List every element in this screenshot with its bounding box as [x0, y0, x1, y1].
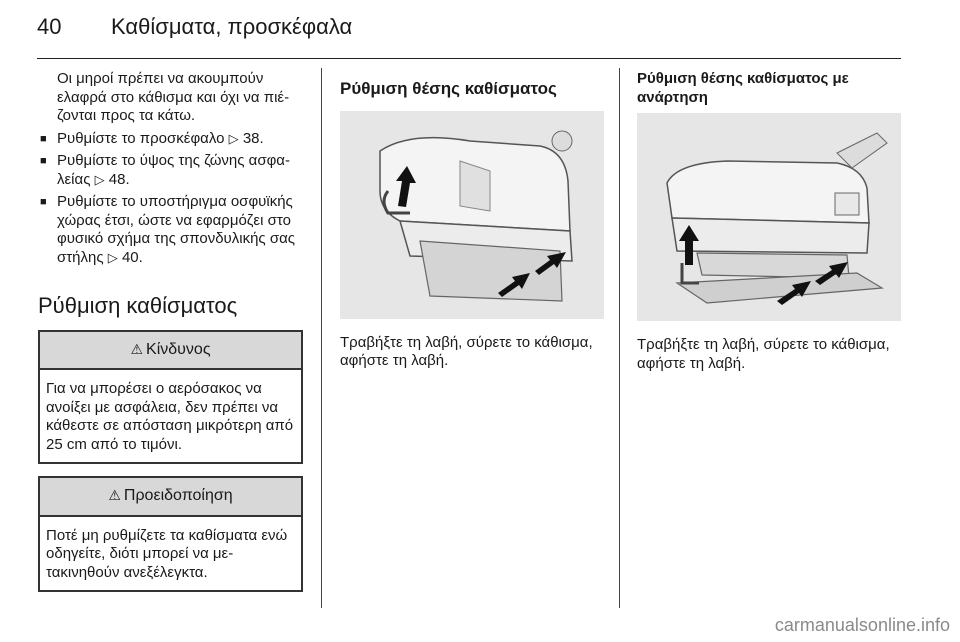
list-item-ref: 48.	[108, 170, 130, 188]
seat-adjust-title: Ρύθμιση θέσης καθίσματος	[340, 79, 557, 98]
danger-title: Κίνδυνος	[146, 340, 211, 358]
list-item	[40, 130, 305, 149]
list-item-text: Ρυθμίστε το προσκέφαλο	[57, 129, 225, 147]
reference-arrow-icon: ▷	[228, 130, 239, 146]
suspension-seat-illustration-svg	[637, 113, 901, 321]
warning-box-header	[40, 478, 301, 517]
list-item-ref: 40.	[121, 248, 143, 266]
page-number: 40	[37, 14, 62, 39]
danger-box-header	[40, 332, 301, 371]
warning-triangle-icon: ⚠	[130, 340, 144, 357]
list-item	[40, 193, 305, 267]
warning-text: Ποτέ μη ρυθμίζετε τα καθίσματα ενώ οδηγείτε, διότι μπορεί να μετακινηθούν ανεξέλεγκτα.	[46, 526, 288, 581]
warning-triangle-icon: ⚠	[108, 487, 121, 503]
reference-arrow-icon: ▷	[94, 171, 105, 187]
header-rule	[37, 58, 901, 59]
reference-arrow-icon: ▷	[107, 249, 118, 265]
warning-box	[38, 476, 303, 592]
column-divider-1	[321, 68, 322, 608]
seat-adjust-caption: Τραβήξτε τη λαβή, σύρετε το κάθισμα, αφήστε τη λαβή.	[340, 333, 593, 369]
list-item	[40, 152, 305, 189]
seat-illustration-svg	[340, 111, 604, 319]
danger-box	[38, 330, 303, 465]
watermark: carmanualsonline.info	[774, 615, 950, 635]
intro-text: Οι μηροί πρέπει να ακουμπούν ελαφρά στο κάθισμα και όχι να πιέζονται προς τα κάτω.	[57, 70, 290, 124]
warning-title: Προειδοποίηση	[123, 487, 233, 504]
list-item-text: Ρυθμίστε το ύψος της ζώνης ασφαλείας	[57, 152, 290, 188]
column-3	[637, 70, 907, 373]
suspension-seat-title: Ρύθμιση θέσης καθίσματος με ανάρτηση	[637, 70, 849, 106]
danger-text: Για να μπορέσει ο αερόσακος να ανοίξει με ασφάλεια, δεν πρέπει να κάθεστε σε απόσταση μικρότερη από 25 cm από το τιμόνι.	[46, 380, 294, 453]
section-title: Ρύθμιση καθίσματος	[38, 293, 238, 318]
suspension-seat-caption: Τραβήξτε τη λαβή, σύρετε το κάθισμα, αφήστε τη λαβή.	[637, 336, 890, 372]
list-item-text: Ρυθμίστε το υποστήριγμα οσφυϊκής χώρας έτσι, ώστε να εφαρμόζει στο φυσικό σχήμα της σπονδυλικής σας στήλης	[57, 193, 295, 266]
list-item-ref: 38.	[242, 129, 264, 147]
page-title: Καθίσματα, προσκέφαλα	[111, 14, 353, 39]
column-divider-2	[619, 68, 620, 608]
column-2	[340, 70, 605, 371]
column-1	[40, 70, 305, 592]
suspension-seat-illustration	[637, 113, 901, 321]
seat-adjust-illustration	[340, 111, 604, 319]
